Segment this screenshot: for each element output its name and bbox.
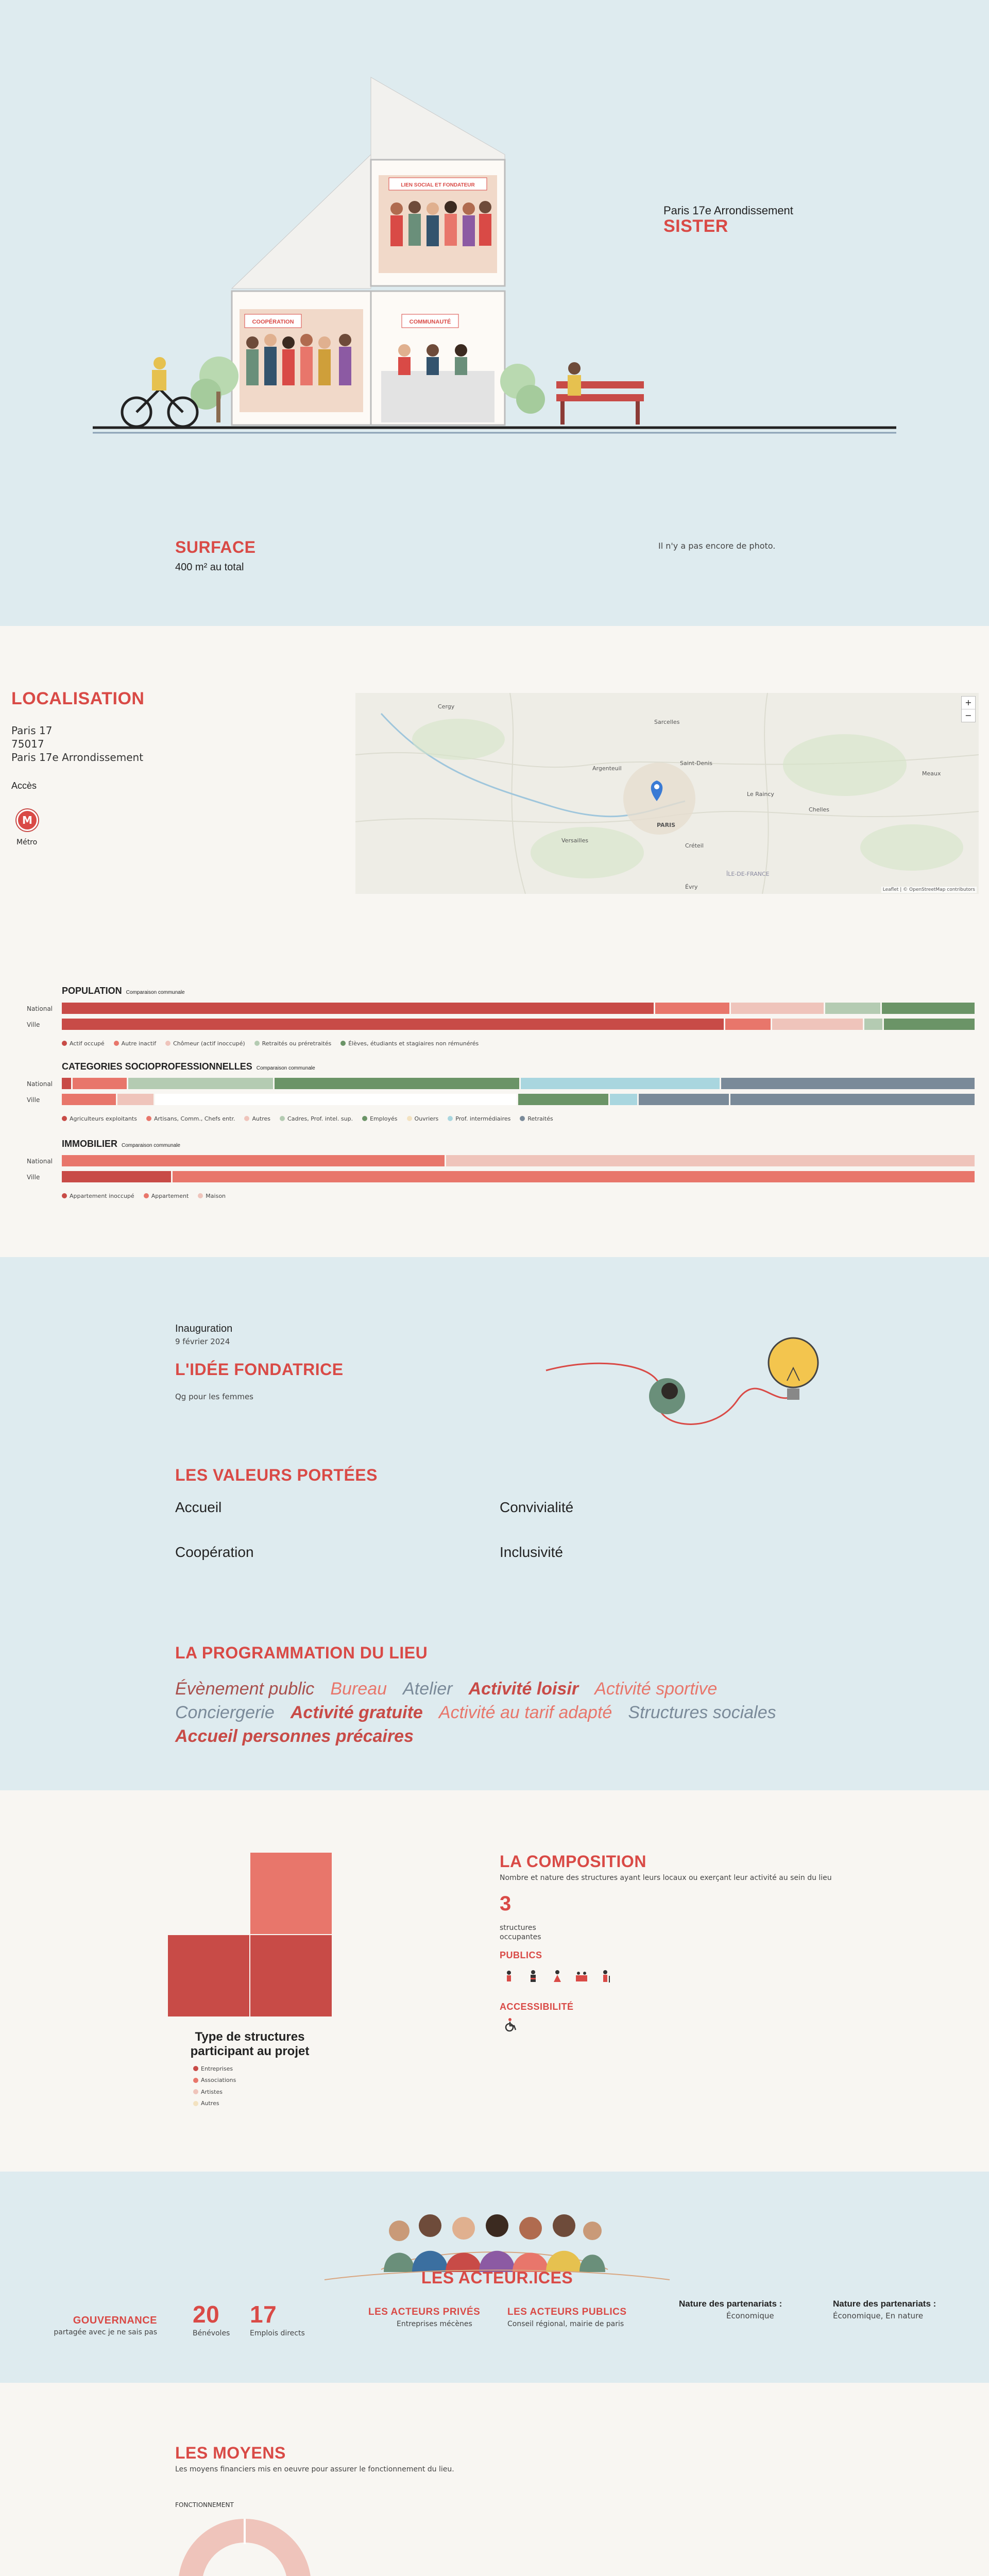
legend-swatch bbox=[193, 2101, 198, 2106]
valeur-accueil: Accueil bbox=[175, 1499, 222, 1515]
benevoles-value: 20 bbox=[193, 2301, 220, 2328]
population-title-text: POPULATION bbox=[62, 986, 122, 996]
bench-person bbox=[556, 362, 644, 425]
legend-swatch bbox=[280, 1116, 285, 1121]
structure-type-legend-item bbox=[193, 2065, 250, 2072]
structure-count-label-2: occupantes bbox=[500, 1933, 541, 1941]
legend-swatch bbox=[362, 1116, 367, 1121]
legend-label: Maison bbox=[206, 1192, 226, 1199]
publics-title: PUBLICS bbox=[500, 1950, 542, 1960]
map-attribution[interactable]: Leaflet | © OpenStreetMap contributors bbox=[881, 887, 977, 893]
structure-count-label bbox=[500, 1923, 541, 1942]
composition-title: LA COMPOSITION bbox=[500, 1852, 646, 1871]
legend-swatch bbox=[146, 1116, 151, 1121]
partenariats-1-title: Nature des partenariats : bbox=[679, 2299, 782, 2309]
surface-value: 400 m² au total bbox=[175, 562, 244, 573]
map-canvas bbox=[355, 693, 979, 894]
population-segment bbox=[884, 1019, 975, 1030]
legend-swatch bbox=[340, 1041, 346, 1046]
immobilier-bar-national bbox=[62, 1155, 976, 1166]
csp-segment bbox=[275, 1078, 519, 1089]
csp-segment bbox=[721, 1078, 975, 1089]
address-line-3: Paris 17e Arrondissement bbox=[11, 751, 144, 764]
csp-legend-item bbox=[244, 1115, 270, 1122]
hero-title: SISTER bbox=[663, 216, 728, 236]
legend-swatch bbox=[254, 1041, 260, 1046]
idee-section bbox=[0, 1257, 989, 1790]
population-legend-item bbox=[254, 1040, 332, 1047]
immobilier-legend-item bbox=[198, 1193, 226, 1199]
no-photo-text: Il n'y a pas encore de photo. bbox=[658, 541, 776, 551]
immobilier-row-label-ville: Ville bbox=[27, 1174, 40, 1181]
structure-type-legend bbox=[193, 2063, 317, 2110]
csp-segment bbox=[73, 1078, 127, 1089]
legend-swatch bbox=[448, 1116, 453, 1121]
population-legend-item bbox=[114, 1040, 156, 1047]
programmation-item: Structures sociales bbox=[628, 1703, 776, 1722]
csp-note: Comparaison communale bbox=[256, 1065, 315, 1071]
legend-swatch bbox=[407, 1116, 412, 1121]
csp-legend-item bbox=[448, 1115, 510, 1122]
immobilier-legend-item bbox=[62, 1193, 134, 1199]
moyens-title: LES MOYENS bbox=[175, 2444, 286, 2462]
csp-bar-national bbox=[62, 1078, 976, 1089]
legend-label: Ouvriers bbox=[414, 1115, 439, 1122]
csp-title bbox=[62, 1061, 315, 1072]
immobilier-row-label-national: National bbox=[27, 1158, 53, 1165]
immobilier-note: Comparaison communale bbox=[122, 1143, 180, 1148]
map-label-argenteuil: Argenteuil bbox=[592, 765, 622, 772]
population-row-label-national: National bbox=[27, 1005, 53, 1012]
map-label-paris: PARIS bbox=[657, 822, 676, 828]
programmation-item: Activité loisir bbox=[468, 1679, 579, 1699]
structure-type-title bbox=[167, 2030, 332, 2059]
legend-label: Artistes bbox=[201, 2088, 223, 2095]
legend-label: Autre inactif bbox=[121, 1040, 157, 1047]
csp-legend bbox=[62, 1113, 562, 1123]
population-segment bbox=[62, 1019, 724, 1030]
csp-legend-item bbox=[146, 1115, 235, 1122]
zoom-in-button[interactable]: + bbox=[962, 697, 975, 709]
map-zoom-control bbox=[961, 696, 976, 722]
acteurs-publics-text: Conseil régional, mairie de paris bbox=[507, 2320, 624, 2328]
surface-label: SURFACE bbox=[175, 538, 256, 556]
map-label-creteil: Créteil bbox=[685, 842, 704, 849]
moyens-section bbox=[0, 2383, 989, 2576]
structure-type-legend-item bbox=[193, 2089, 250, 2095]
tree-right bbox=[500, 364, 545, 414]
legend-label: Agriculteurs exploitants bbox=[70, 1115, 137, 1122]
localisation-section bbox=[0, 626, 989, 1257]
population-bar-ville bbox=[62, 1019, 976, 1030]
legend-label: Autres bbox=[201, 2100, 219, 2107]
csp-segment bbox=[730, 1094, 975, 1105]
programmation-item: Activité au tarif adapté bbox=[438, 1703, 612, 1722]
population-segment bbox=[725, 1019, 771, 1030]
csp-row-label-ville: Ville bbox=[27, 1096, 40, 1104]
partenariats-2-text: Économique, En nature bbox=[833, 2311, 924, 2320]
legend-label: Cadres, Prof. intel. sup. bbox=[287, 1115, 353, 1122]
programmation-item: Conciergerie bbox=[175, 1703, 275, 1722]
accessibilite-title: ACCESSIBILITÉ bbox=[500, 2002, 574, 2012]
structure-count-label-1: structures bbox=[500, 1924, 536, 1932]
legend-label: Retraités bbox=[527, 1115, 553, 1122]
immobilier-segment bbox=[446, 1155, 975, 1166]
acteurs-section bbox=[0, 2172, 989, 2383]
csp-legend-item bbox=[520, 1115, 553, 1122]
panel-top-label: LIEN SOCIAL ET FONDATEUR bbox=[401, 182, 475, 188]
immobilier-legend bbox=[62, 1191, 235, 1200]
inauguration-date: 9 février 2024 bbox=[175, 1337, 230, 1346]
idee-title: L'IDÉE FONDATRICE bbox=[175, 1360, 344, 1379]
legend-swatch bbox=[193, 2078, 198, 2083]
valeur-cooperation: Coopération bbox=[175, 1544, 254, 1560]
map-label-meaux: Meaux bbox=[922, 770, 941, 777]
csp-segment bbox=[117, 1094, 154, 1105]
csp-segment bbox=[155, 1094, 517, 1105]
legend-label: Chômeur (actif inoccupé) bbox=[173, 1040, 245, 1047]
map-label-sarcelles: Sarcelles bbox=[654, 719, 680, 725]
csp-legend-item bbox=[280, 1115, 353, 1122]
hero-illustration bbox=[88, 72, 901, 443]
panel-left-label: COOPÉRATION bbox=[252, 319, 294, 325]
structure-count: 3 bbox=[500, 1892, 511, 1915]
acteurs-publics-title: LES ACTEURS PUBLICS bbox=[507, 2307, 627, 2317]
legend-swatch bbox=[144, 1193, 149, 1198]
legend-label: Employés bbox=[370, 1115, 398, 1122]
publics-icons bbox=[502, 1970, 621, 1985]
fonctionnement-label: FONCTIONNEMENT bbox=[175, 2501, 234, 2509]
population-segment bbox=[62, 1003, 654, 1014]
csp-segment bbox=[610, 1094, 637, 1105]
immobilier-segment bbox=[62, 1171, 171, 1182]
population-segment bbox=[655, 1003, 729, 1014]
legend-label: Appartement inoccupé bbox=[70, 1192, 134, 1199]
map[interactable] bbox=[355, 693, 979, 894]
idea-illustration bbox=[541, 1319, 840, 1448]
csp-row-label-national: National bbox=[27, 1080, 53, 1088]
legend-label: Entreprises bbox=[201, 2065, 233, 2072]
association-cell bbox=[250, 1853, 332, 1934]
map-label-idf: ÎLE-DE-FRANCE bbox=[726, 871, 770, 877]
map-label-chelles: Chelles bbox=[809, 806, 830, 813]
programmation-item: Activité gratuite bbox=[290, 1703, 423, 1722]
programmation-item: Activité sportive bbox=[594, 1679, 718, 1699]
legend-swatch bbox=[193, 2089, 198, 2094]
programmation-item: Accueil personnes précaires bbox=[175, 1726, 414, 1746]
address-line-1: Paris 17 bbox=[11, 724, 53, 737]
partenariats-1-text: Économique bbox=[726, 2311, 774, 2320]
programmation-title: LA PROGRAMMATION DU LIEU bbox=[175, 1643, 428, 1662]
map-label-evry: Évry bbox=[685, 884, 698, 890]
gouvernance-text: partagée avec je ne sais pas bbox=[54, 2328, 157, 2336]
csp-segment bbox=[128, 1078, 273, 1089]
emplois-value: 17 bbox=[250, 2301, 277, 2328]
child-icon bbox=[502, 1970, 516, 1983]
family-icon bbox=[575, 1970, 588, 1983]
valeur-inclusivite: Inclusivité bbox=[500, 1544, 563, 1560]
senior-icon bbox=[599, 1970, 612, 1983]
composition-subtitle: Nombre et nature des structures ayant leurs locaux ou exerçant leur activité au sein du lieu bbox=[500, 1874, 832, 1882]
immobilier-title-text: IMMOBILIER bbox=[62, 1139, 117, 1149]
legend-swatch bbox=[62, 1116, 67, 1121]
map-label-le-raincy: Le Raincy bbox=[747, 791, 774, 798]
legend-label: Autres bbox=[252, 1115, 271, 1122]
structure-type-chart bbox=[167, 1852, 332, 2017]
csp-title-text: CATEGORIES SOCIOPROFESSIONNELLES bbox=[62, 1061, 252, 1072]
actors-illustration bbox=[376, 2190, 613, 2272]
idee-text: Qg pour les femmes bbox=[175, 1392, 253, 1401]
legend-label: Associations bbox=[201, 2077, 236, 2083]
population-segment bbox=[864, 1019, 882, 1030]
acteurs-prives-title: LES ACTEURS PRIVÉS bbox=[368, 2307, 481, 2317]
csp-bar-ville bbox=[62, 1094, 976, 1105]
immobilier-segment bbox=[62, 1155, 445, 1166]
map-label-versailles: Versailles bbox=[561, 837, 589, 844]
population-legend-item bbox=[340, 1040, 479, 1047]
legend-swatch bbox=[244, 1116, 249, 1121]
legend-swatch bbox=[198, 1193, 203, 1198]
adult-icon bbox=[551, 1970, 564, 1983]
population-segment bbox=[731, 1003, 824, 1014]
legend-label: Élèves, étudiants et stagiaires non rémunérés bbox=[348, 1040, 479, 1047]
population-segment bbox=[772, 1019, 863, 1030]
programmation-item: Évènement public bbox=[175, 1679, 315, 1699]
access-label: Accès bbox=[11, 781, 37, 791]
csp-segment bbox=[518, 1094, 608, 1105]
legend-label: Retraités ou préretraités bbox=[262, 1040, 332, 1047]
fonctionnement-donut bbox=[175, 2516, 314, 2576]
programmation-item: Atelier bbox=[403, 1679, 453, 1699]
localisation-title: LOCALISATION bbox=[11, 689, 145, 708]
acteurs-title: LES ACTEUR.ICES bbox=[421, 2268, 573, 2287]
cyclist bbox=[122, 357, 197, 427]
csp-segment bbox=[639, 1094, 729, 1105]
legend-label: Appartement bbox=[151, 1192, 189, 1199]
immobilier-segment bbox=[173, 1171, 975, 1182]
csp-segment bbox=[62, 1078, 71, 1089]
immobilier-title bbox=[62, 1139, 180, 1149]
benevoles-label: Bénévoles bbox=[193, 2329, 230, 2337]
csp-legend-item bbox=[407, 1115, 439, 1122]
structure-type-title-line-1: Type de structures bbox=[195, 2030, 305, 2044]
structure-type-title-line-2: participant au projet bbox=[190, 2044, 310, 2058]
hero-section bbox=[0, 0, 989, 626]
csp-legend-item bbox=[62, 1115, 137, 1122]
partenariats-2-title: Nature des partenariats : bbox=[833, 2299, 936, 2309]
population-row-label-ville: Ville bbox=[27, 1021, 40, 1028]
legend-swatch bbox=[62, 1041, 67, 1046]
population-legend-item bbox=[165, 1040, 245, 1047]
legend-swatch bbox=[520, 1116, 525, 1121]
structure-type-legend-item bbox=[193, 2100, 250, 2107]
map-label-saint-denis: Saint-Denis bbox=[680, 760, 713, 767]
hero-city: Paris 17e Arrondissement bbox=[663, 204, 793, 217]
map-label-cergy: Cergy bbox=[438, 703, 455, 710]
wheelchair-icon bbox=[502, 2017, 518, 2032]
legend-swatch bbox=[193, 2066, 198, 2071]
legend-label: Prof. intermédiaires bbox=[455, 1115, 511, 1122]
csp-legend-item bbox=[362, 1115, 397, 1122]
population-note: Comparaison communale bbox=[126, 990, 185, 995]
population-legend bbox=[62, 1038, 488, 1048]
panel-right-label: COMMUNAUTÉ bbox=[409, 319, 451, 325]
valeurs-title: LES VALEURS PORTÉES bbox=[175, 1466, 378, 1484]
immobilier-bar-ville bbox=[62, 1171, 976, 1182]
people-group-right bbox=[398, 344, 467, 375]
csp-segment bbox=[521, 1078, 720, 1089]
population-segment bbox=[882, 1003, 975, 1014]
programmation-item: Bureau bbox=[330, 1679, 387, 1699]
legend-label: Actif occupé bbox=[70, 1040, 105, 1047]
metro-icon: M bbox=[16, 809, 38, 831]
valeur-convivialite: Convivialité bbox=[500, 1499, 574, 1515]
inauguration-label: Inauguration bbox=[175, 1323, 233, 1334]
legend-label: Artisans, Comm., Chefs entr. bbox=[154, 1115, 235, 1122]
population-title bbox=[62, 986, 185, 996]
csp-segment bbox=[62, 1094, 116, 1105]
population-bar-national bbox=[62, 1003, 976, 1014]
moyens-subtitle: Les moyens financiers mis en oeuvre pour assurer le fonctionnement du lieu. bbox=[175, 2465, 454, 2473]
population-legend-item bbox=[62, 1040, 105, 1047]
legend-swatch bbox=[62, 1193, 67, 1198]
gouvernance-title: GOUVERNANCE bbox=[73, 2315, 157, 2326]
legend-swatch bbox=[165, 1041, 170, 1046]
address-line-2: 75017 bbox=[11, 738, 44, 750]
immobilier-legend-item bbox=[144, 1193, 189, 1199]
structure-type-legend-item bbox=[193, 2077, 250, 2083]
address-block bbox=[11, 724, 143, 764]
composition-section bbox=[0, 1790, 989, 2172]
legend-swatch bbox=[114, 1041, 119, 1046]
teen-icon bbox=[526, 1970, 540, 1983]
zoom-out-button[interactable]: − bbox=[965, 710, 972, 720]
programmation-list bbox=[175, 1679, 834, 1750]
population-segment bbox=[825, 1003, 881, 1014]
acteurs-prives-text: Entreprises mécènes bbox=[397, 2320, 472, 2328]
entreprise-cell bbox=[168, 1935, 249, 2016]
emplois-label: Emplois directs bbox=[250, 2329, 305, 2337]
entreprise-cell bbox=[250, 1935, 332, 2016]
metro-label: Métro bbox=[16, 838, 38, 846]
